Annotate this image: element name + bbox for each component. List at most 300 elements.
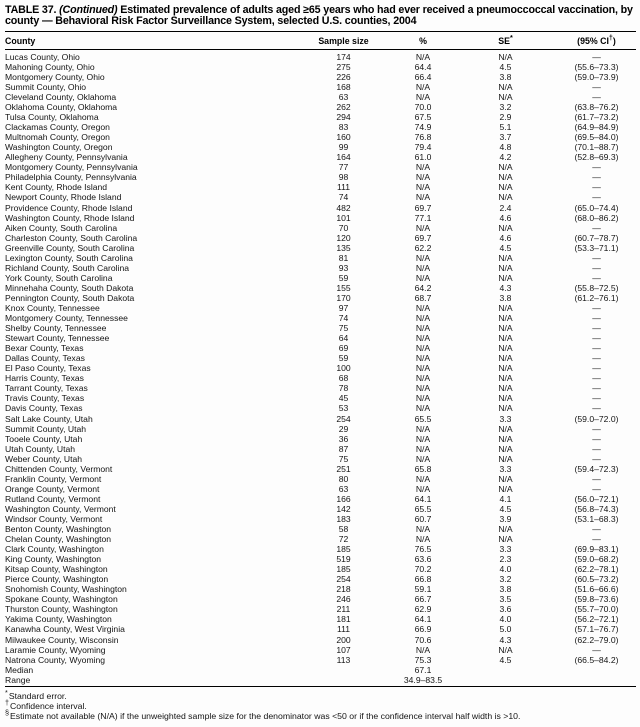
cell-n: 519 xyxy=(336,554,351,565)
cell-ci: — xyxy=(592,483,601,494)
cell-se: 3.5 xyxy=(499,594,512,605)
cell-pct: N/A xyxy=(415,433,431,444)
cell-se xyxy=(454,665,557,675)
cell-ci: — xyxy=(592,644,601,655)
cell-pct: N/A xyxy=(415,473,431,484)
cell-se: 3.8 xyxy=(499,71,512,82)
cell-n: 142 xyxy=(336,503,351,514)
cell-n: 53 xyxy=(338,403,349,414)
cell-se: N/A xyxy=(498,222,513,233)
cell-n: 482 xyxy=(336,202,351,213)
table-row xyxy=(5,152,636,162)
cell-n: 101 xyxy=(336,212,351,223)
cell-se: 2.4 xyxy=(499,202,512,213)
cell-se: N/A xyxy=(498,252,513,263)
cell-county: Weber County, Utah xyxy=(5,453,83,464)
table-row xyxy=(5,122,636,132)
cell-ci: (61.2–76.1) xyxy=(574,292,619,303)
cell-n: 78 xyxy=(338,383,349,394)
footnote-marker: † xyxy=(5,698,9,708)
table-row xyxy=(5,403,636,413)
table-row xyxy=(5,534,636,544)
cell-county: Travis County, Texas xyxy=(5,393,85,404)
cell-county: Kitsap County, Washington xyxy=(5,564,108,575)
cell-ci: (61.7–73.2) xyxy=(574,112,619,123)
cell-county: Franklin County, Vermont xyxy=(5,473,102,484)
cell-county: Charleston County, South Carolina xyxy=(5,232,138,243)
cell-pct: 76.8 xyxy=(414,132,432,143)
cell-ci: — xyxy=(592,252,601,263)
cell-se: N/A xyxy=(498,333,513,344)
cell-ci: (59.0–73.9) xyxy=(574,71,619,82)
cell-county: Oklahoma County, Oklahoma xyxy=(5,102,118,113)
footnote-text: Estimate not available (N/A) if the unweighted sample size for the denominator was <50 or if the confidence interval half width is >10. xyxy=(10,711,521,722)
cell-county: Thurston County, Washington xyxy=(5,604,118,615)
table-row xyxy=(5,102,636,112)
cell-pct: N/A xyxy=(415,172,431,183)
cell-se: N/A xyxy=(498,373,513,384)
cell-n: 63 xyxy=(338,92,349,102)
cell-n: 87 xyxy=(338,443,349,454)
table-row xyxy=(5,474,636,484)
cell-ci: — xyxy=(592,393,601,404)
column-header-sample-size: Sample size xyxy=(295,32,392,50)
cell-pct: N/A xyxy=(415,383,431,394)
cell-county: Washington County, Oregon xyxy=(5,142,113,153)
cell-county: Tulsa County, Oklahoma xyxy=(5,112,99,123)
cell-county: Utah County, Utah xyxy=(5,443,76,454)
table-row xyxy=(5,142,636,152)
cell-county: Harris County, Texas xyxy=(5,373,84,384)
cell-county: Salt Lake County, Utah xyxy=(5,413,93,424)
cell-n: 246 xyxy=(336,594,351,605)
cell-n: 113 xyxy=(336,654,351,665)
cell-county: York County, South Carolina xyxy=(5,272,113,283)
cell-se: N/A xyxy=(498,473,513,484)
cell-pct: 65.5 xyxy=(414,413,432,424)
footnote xyxy=(5,708,636,722)
cell-county: Milwaukee County, Wisconsin xyxy=(5,634,119,645)
cell-county: Lexington County, South Carolina xyxy=(5,252,133,263)
cell-se: 4.3 xyxy=(499,634,512,645)
cell-ci: (56.8–74.3) xyxy=(574,503,619,514)
cell-ci: — xyxy=(592,363,601,374)
table-row xyxy=(5,614,636,624)
cell-pct: 60.7 xyxy=(414,513,432,524)
table-row xyxy=(5,243,636,253)
cell-n: 68 xyxy=(338,373,349,384)
cell-county: Summit County, Utah xyxy=(5,423,87,434)
cell-ci: (70.1–88.7) xyxy=(574,142,619,153)
table-row xyxy=(5,213,636,223)
cell-pct: N/A xyxy=(415,313,431,324)
cell-ci: — xyxy=(592,222,601,233)
cell-ci: — xyxy=(592,262,601,273)
cell-se: 4.5 xyxy=(499,61,512,72)
cell-pct: 66.7 xyxy=(414,594,432,605)
cell-pct: 64.1 xyxy=(414,493,432,504)
cell-ci: (62.2–79.0) xyxy=(574,634,619,645)
cell-ci: (59.4–72.3) xyxy=(574,463,619,474)
cell-se: N/A xyxy=(498,162,513,173)
cell-se: 2.9 xyxy=(499,112,512,123)
cell-county: Aiken County, South Carolina xyxy=(5,222,118,233)
cell-ci: (60.7–78.7) xyxy=(574,232,619,243)
cell-pct: 67.1 xyxy=(414,664,432,675)
cell-se: 2.3 xyxy=(499,554,512,565)
table-row xyxy=(5,624,636,634)
table-header xyxy=(5,32,636,50)
cell-se: 3.8 xyxy=(499,584,512,595)
cell-ci: — xyxy=(592,313,601,324)
table-row xyxy=(5,82,636,92)
cell-se: N/A xyxy=(498,363,513,374)
cell-ci: — xyxy=(592,333,601,344)
table-row xyxy=(5,454,636,464)
table-title xyxy=(5,5,636,32)
footnote-marker: § xyxy=(5,708,9,718)
table-row xyxy=(5,333,636,343)
table-row xyxy=(5,524,636,534)
cell-se: 4.2 xyxy=(499,152,512,163)
table-row xyxy=(5,564,636,574)
cell-ci: — xyxy=(592,162,601,173)
cell-ci: (59.0–68.2) xyxy=(574,554,619,565)
cell-ci: (62.2–78.1) xyxy=(574,564,619,575)
table-row xyxy=(5,363,636,373)
table-number: TABLE 37. xyxy=(5,4,57,16)
cell-se: N/A xyxy=(498,524,513,535)
cell-pct: 66.8 xyxy=(414,574,432,585)
cell-se: N/A xyxy=(498,172,513,183)
cell-pct: 70.2 xyxy=(414,564,432,575)
cell-se: N/A xyxy=(498,272,513,283)
cell-n: 211 xyxy=(336,604,351,615)
se-footnote-marker: * xyxy=(509,32,513,42)
cell-ci: (59.0–72.0) xyxy=(574,413,619,424)
table-row xyxy=(5,665,636,675)
cell-pct: N/A xyxy=(415,51,431,62)
cell-ci: — xyxy=(592,524,601,535)
cell-n: 74 xyxy=(338,192,349,203)
cell-county: Minnehaha County, South Dakota xyxy=(5,282,134,293)
cell-pct: 66.9 xyxy=(414,624,432,635)
cell-county: Range xyxy=(5,674,31,685)
cell-n: 59 xyxy=(338,272,349,283)
cell-n: 59 xyxy=(338,353,349,364)
cell-se: N/A xyxy=(498,192,513,203)
column-header-se: SE* xyxy=(454,32,557,50)
cell-county: Multnomah County, Oregon xyxy=(5,132,110,143)
cell-county: Pierce County, Washington xyxy=(5,574,109,585)
cell-ci: — xyxy=(592,323,601,334)
cell-se: 3.7 xyxy=(499,132,512,143)
cell-ci: — xyxy=(592,453,601,464)
table-row xyxy=(5,112,636,122)
cell-pct: 61.0 xyxy=(414,152,432,163)
cell-n: 70 xyxy=(338,222,349,233)
cell-pct: N/A xyxy=(415,644,431,655)
cell-n: 75 xyxy=(338,323,349,334)
cell-n: 185 xyxy=(336,564,351,575)
table-row xyxy=(5,323,636,333)
cell-se: N/A xyxy=(498,403,513,414)
cell-county: Philadelphia County, Pennsylvania xyxy=(5,172,137,183)
cell-ci: — xyxy=(592,473,601,484)
cell-ci: — xyxy=(592,182,601,193)
table-row xyxy=(5,72,636,82)
cell-ci: — xyxy=(592,51,601,62)
cell-county: Laramie County, Wyoming xyxy=(5,644,106,655)
cell-se: N/A xyxy=(498,182,513,193)
cell-county: Newport County, Rhode Island xyxy=(5,192,122,203)
cell-county: Mahoning County, Ohio xyxy=(5,61,95,72)
table-row xyxy=(5,514,636,524)
cell-pct: N/A xyxy=(415,262,431,273)
cell-county: Median xyxy=(5,664,34,675)
table-row xyxy=(5,464,636,474)
cell-ci: (59.8–73.6) xyxy=(574,594,619,605)
cell-pct: 65.8 xyxy=(414,463,432,474)
cell-ci: — xyxy=(592,302,601,313)
cell-pct: 64.1 xyxy=(414,614,432,625)
cell-ci: (64.9–84.9) xyxy=(574,122,619,133)
cell-se: N/A xyxy=(498,443,513,454)
cell-n: 58 xyxy=(338,524,349,535)
table-row xyxy=(5,414,636,424)
cell-se: N/A xyxy=(498,262,513,273)
cell-pct: N/A xyxy=(415,403,431,414)
cell-n: 75 xyxy=(338,453,349,464)
cell-se: N/A xyxy=(498,302,513,313)
cell-se: N/A xyxy=(498,644,513,655)
cell-ci: (56.2–72.1) xyxy=(574,614,619,625)
cell-county: Pennington County, South Dakota xyxy=(5,292,135,303)
cell-pct: 76.5 xyxy=(414,544,432,555)
cell-ci: (55.6–73.3) xyxy=(574,61,619,72)
table-row xyxy=(5,504,636,514)
cell-county: King County, Washington xyxy=(5,554,102,565)
cell-n: 174 xyxy=(336,51,351,62)
cell-se: N/A xyxy=(498,343,513,354)
cell-se: N/A xyxy=(498,323,513,334)
cell-ci: (53.1–68.3) xyxy=(574,513,619,524)
cell-county: Allegheny County, Pennsylvania xyxy=(5,152,128,163)
cell-pct: N/A xyxy=(415,453,431,464)
cell-pct: N/A xyxy=(415,252,431,263)
cell-n: 97 xyxy=(338,302,349,313)
cell-pct: N/A xyxy=(415,483,431,494)
cell-n: 64 xyxy=(338,333,349,344)
table-row xyxy=(5,132,636,142)
cell-se: 4.6 xyxy=(499,212,512,223)
table-row xyxy=(5,273,636,283)
cell-ci: — xyxy=(592,373,601,384)
cell-n: 275 xyxy=(336,61,351,72)
cell-pct: N/A xyxy=(415,343,431,354)
cell-county: Davis County, Texas xyxy=(5,403,83,414)
cell-ci: (69.5–84.0) xyxy=(574,132,619,143)
cell-pct: 65.5 xyxy=(414,503,432,514)
table-row xyxy=(5,162,636,172)
cell-n: 36 xyxy=(338,433,349,444)
table-row xyxy=(5,313,636,323)
table-row xyxy=(5,182,636,192)
prevalence-table xyxy=(5,32,636,687)
cell-n: 111 xyxy=(336,182,351,193)
cell-se: 3.3 xyxy=(499,413,512,424)
table-title-text: Estimated prevalence of adults aged ≥65 years who had ever received a pneumoccoccal vaccination, by county — Behavioral Risk Factor Surveillance System, selected U.S. counties, 2004 xyxy=(5,4,633,27)
table-row xyxy=(5,49,636,62)
cell-n: 74 xyxy=(338,313,349,324)
cell-ci: — xyxy=(592,81,601,92)
cell-ci: (53.3–71.1) xyxy=(574,242,619,253)
cell-pct: 34.9–83.5 xyxy=(403,674,443,685)
cell-ci: (57.1–76.7) xyxy=(574,624,619,635)
cell-county: Rutland County, Vermont xyxy=(5,493,101,504)
table-row xyxy=(5,655,636,665)
cell-ci: — xyxy=(592,343,601,354)
cell-county: Montgomery County, Ohio xyxy=(5,71,105,82)
table-row xyxy=(5,444,636,454)
cell-county: Spokane County, Washington xyxy=(5,594,118,605)
cell-n: 254 xyxy=(336,413,351,424)
cell-n: 251 xyxy=(336,463,351,474)
table-row xyxy=(5,584,636,594)
cell-se: N/A xyxy=(498,393,513,404)
cell-n: 77 xyxy=(338,162,349,173)
cell-n: 81 xyxy=(338,252,349,263)
cell-pct: 64.2 xyxy=(414,282,432,293)
cell-se: 3.2 xyxy=(499,574,512,585)
table-row xyxy=(5,393,636,403)
cell-se: 3.3 xyxy=(499,463,512,474)
table-body xyxy=(5,49,636,686)
cell-se: N/A xyxy=(498,423,513,434)
cell-county: Yakima County, Washington xyxy=(5,614,112,625)
cell-n: 45 xyxy=(338,393,349,404)
cell-se: 3.8 xyxy=(499,292,512,303)
cell-se: N/A xyxy=(498,534,513,545)
cell-pct: N/A xyxy=(415,81,431,92)
cell-pct: 79.4 xyxy=(414,142,432,153)
cell-n: 63 xyxy=(338,483,349,494)
cell-n: 218 xyxy=(336,584,351,595)
footnote xyxy=(5,698,636,712)
cell-county: Lucas County, Ohio xyxy=(5,51,80,62)
cell-ci: (55.8–72.5) xyxy=(574,282,619,293)
cell-pct: 64.4 xyxy=(414,61,432,72)
table-row xyxy=(5,192,636,202)
cell-pct: N/A xyxy=(415,182,431,193)
cell-se: N/A xyxy=(498,483,513,494)
table-row xyxy=(5,594,636,604)
cell-pct: 68.7 xyxy=(414,292,432,303)
cell-county: Tarrant County, Texas xyxy=(5,383,88,394)
cell-pct: N/A xyxy=(415,272,431,283)
table-continued-marker: (Continued) xyxy=(59,4,118,16)
table-row xyxy=(5,383,636,393)
cell-se: 4.8 xyxy=(499,142,512,153)
cell-ci: (56.0–72.1) xyxy=(574,493,619,504)
cell-county: Tooele County, Utah xyxy=(5,433,83,444)
cell-county: Clark County, Washington xyxy=(5,544,104,555)
cell-county: Dallas County, Texas xyxy=(5,353,85,364)
table-row xyxy=(5,645,636,655)
cell-pct: N/A xyxy=(415,302,431,313)
cell-pct: 67.5 xyxy=(414,112,432,123)
cell-ci: — xyxy=(592,423,601,434)
cell-pct: N/A xyxy=(415,222,431,233)
cell-n xyxy=(295,675,392,687)
cell-n: 155 xyxy=(336,282,351,293)
cell-n: 183 xyxy=(336,513,351,524)
cell-county: Greenville County, South Carolina xyxy=(5,242,135,253)
table-row xyxy=(5,604,636,614)
cell-pct: 69.7 xyxy=(414,232,432,243)
header-row xyxy=(5,32,636,50)
cell-n: 181 xyxy=(336,614,351,625)
cell-ci: — xyxy=(592,92,601,102)
table-row xyxy=(5,424,636,434)
cell-county: El Paso County, Texas xyxy=(5,363,91,374)
cell-county: Windsor County, Vermont xyxy=(5,513,103,524)
cell-county: Kent County, Rhode Island xyxy=(5,182,108,193)
table-row xyxy=(5,574,636,584)
cell-pct: N/A xyxy=(415,524,431,535)
cell-ci: — xyxy=(592,272,601,283)
cell-ci: — xyxy=(592,433,601,444)
cell-ci: — xyxy=(592,534,601,545)
footnote-text: Confidence interval. xyxy=(10,701,87,712)
cell-county: Summit County, Ohio xyxy=(5,81,87,92)
cell-county: Bexar County, Texas xyxy=(5,343,84,354)
cell-n: 160 xyxy=(336,132,351,143)
cell-n: 262 xyxy=(336,102,351,113)
cell-pct: N/A xyxy=(415,443,431,454)
cell-se: 3.6 xyxy=(499,604,512,615)
cell-county: Kanawha County, West Virginia xyxy=(5,624,125,635)
table-row xyxy=(5,635,636,645)
cell-se: N/A xyxy=(498,383,513,394)
cell-n: 80 xyxy=(338,473,349,484)
table-row xyxy=(5,293,636,303)
footnote xyxy=(5,687,636,701)
cell-county: Clackamas County, Oregon xyxy=(5,122,110,133)
cell-n: 111 xyxy=(336,624,351,635)
cell-se: 4.6 xyxy=(499,232,512,243)
cell-ci: (60.5–73.2) xyxy=(574,574,619,585)
table-row xyxy=(5,203,636,213)
cell-county: Chittenden County, Vermont xyxy=(5,463,113,474)
column-header-percent: % xyxy=(392,32,454,50)
table-row xyxy=(5,373,636,383)
table-row xyxy=(5,172,636,182)
cell-n xyxy=(295,665,392,675)
cell-ci: (52.8–69.3) xyxy=(574,152,619,163)
cell-county: Cleveland County, Oklahoma xyxy=(5,92,117,102)
table-row xyxy=(5,494,636,504)
cell-ci: — xyxy=(592,353,601,364)
cell-pct: N/A xyxy=(415,323,431,334)
cell-se xyxy=(454,675,557,687)
cell-ci: — xyxy=(592,172,601,183)
cell-county: Snohomish County, Washington xyxy=(5,584,127,595)
cell-pct: N/A xyxy=(415,423,431,434)
cell-pct: N/A xyxy=(415,333,431,344)
cell-ci: (69.9–83.1) xyxy=(574,544,619,555)
cell-se: 4.0 xyxy=(499,614,512,625)
